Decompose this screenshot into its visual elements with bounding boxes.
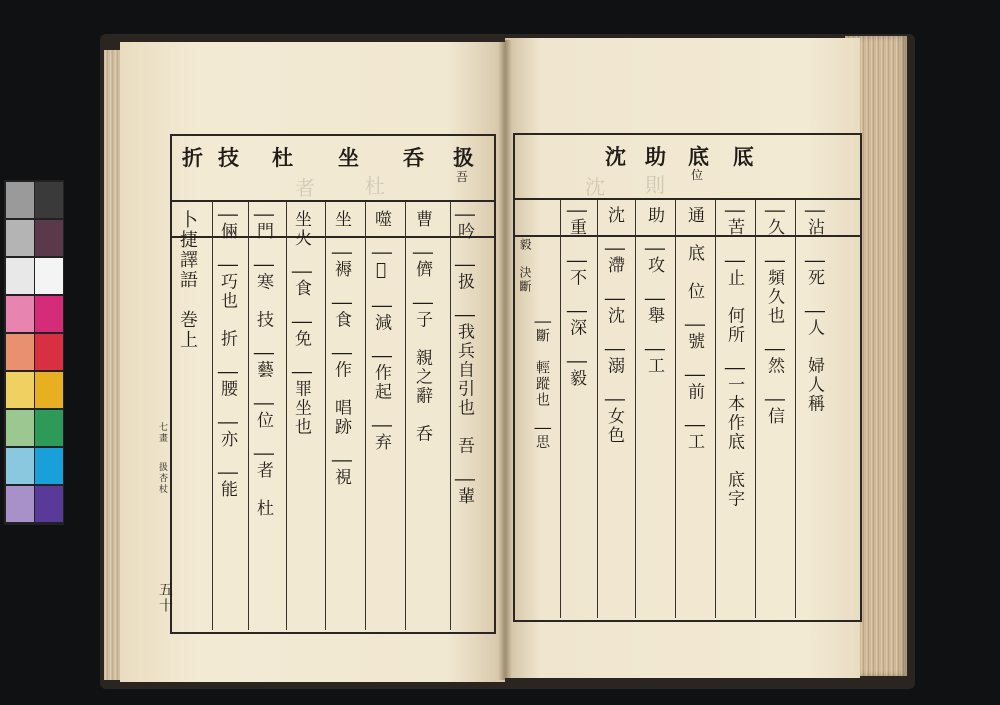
right-col-line — [755, 200, 756, 618]
right-header-char-3: 底 — [688, 144, 709, 169]
left-margin-note: 七畫 — [157, 422, 167, 444]
left-header-char-3: 杜 — [272, 145, 293, 170]
color-patch — [35, 410, 63, 446]
right-column-7: │重 │不 │深 │毅 — [566, 206, 586, 388]
right-col-line — [635, 200, 636, 618]
left-col-line — [248, 202, 249, 630]
left-col-line — [365, 202, 366, 630]
left-column-5: 坐火 │食 │免 │罪坐也 — [291, 210, 311, 437]
left-column-4: 坐 │褥 │食 │作 唱跡 │視 — [331, 210, 351, 487]
left-col-line — [286, 202, 287, 630]
left-col-line — [325, 202, 326, 630]
right-col-line — [795, 200, 796, 618]
left-header-char-6: 扱 — [453, 145, 474, 170]
bleedthrough-3: 沈 — [585, 175, 605, 199]
color-patch — [35, 220, 63, 256]
color-patch — [6, 220, 34, 256]
left-column-1: │吟 │扱 │我兵自引也 吾 │輩 — [454, 210, 474, 506]
left-column-7: │倆 │巧也 折 │腰 │亦 │能 — [217, 210, 237, 500]
left-page — [120, 42, 505, 682]
page-folio: 五十 — [157, 582, 173, 614]
right-col-line — [715, 200, 716, 618]
right-col-line — [675, 200, 676, 618]
right-column-3: │苦 │止 何所 │一本作底 底字 — [724, 206, 744, 509]
color-checker — [4, 180, 64, 525]
right-col-line — [597, 200, 598, 618]
left-header-small: 吾 — [456, 170, 469, 184]
right-column-5: 助 │攻 │舉 │工 — [644, 206, 664, 376]
left-header-char-1: 折 — [182, 145, 203, 170]
left-margin-note: 扱杏杖 — [157, 462, 167, 495]
left-col-line — [450, 202, 451, 630]
left-col-line — [212, 202, 213, 630]
color-patch — [35, 296, 63, 332]
color-patch — [6, 182, 34, 218]
left-header-char-5: 呑 — [403, 145, 424, 170]
right-column-2: │久 │頻久也 │然 │信 — [764, 206, 784, 426]
left-title-column: 卜捷譯語 巻上 — [177, 210, 198, 350]
right-col-line — [560, 200, 561, 618]
color-patch — [6, 296, 34, 332]
color-patch — [35, 182, 63, 218]
right-column-6: 沈 │滯 │沈 │溺 │女色 — [604, 206, 624, 445]
color-patch — [35, 486, 63, 522]
color-patch — [6, 372, 34, 408]
color-patch — [6, 258, 34, 294]
left-column-6: │門 │寒 技 │藝 │位 │者 杜 — [253, 210, 273, 519]
left-header-char-4: 坐 — [338, 145, 359, 170]
color-patch — [6, 486, 34, 522]
right-column-1: │沾 │死 │人 婦人稱 — [804, 206, 824, 414]
left-col-line — [405, 202, 406, 630]
color-patch — [6, 448, 34, 484]
color-patch — [6, 334, 34, 370]
left-column-2: 曹 │儕 │子 親之辭 呑 — [412, 210, 432, 444]
right-header-char-1: 沈 — [605, 144, 626, 169]
book-gutter — [498, 40, 512, 680]
bleedthrough-2: 杜 — [365, 174, 385, 198]
color-patch — [35, 448, 63, 484]
left-header-char-2: 技 — [218, 145, 239, 170]
right-header-small: 位 — [691, 168, 704, 182]
right-column-9: 毅 決斷 — [518, 238, 532, 294]
left-column-3: 噬 │𢙣 │減 │作起 │弃 — [371, 210, 391, 452]
right-header-char-2: 助 — [645, 144, 666, 169]
right-column-4: 通 底 位 │號 │前 │工 — [684, 206, 704, 452]
color-patch — [6, 410, 34, 446]
right-column-8: │斷 輕蹤也 │思 — [534, 318, 550, 451]
color-patch — [35, 334, 63, 370]
right-page — [505, 38, 860, 678]
color-patch — [35, 258, 63, 294]
right-header-char-4: 厎 — [733, 144, 754, 169]
color-patch — [35, 372, 63, 408]
bleedthrough-1: 者 — [295, 176, 315, 200]
bleedthrough-4: 則 — [645, 173, 665, 197]
